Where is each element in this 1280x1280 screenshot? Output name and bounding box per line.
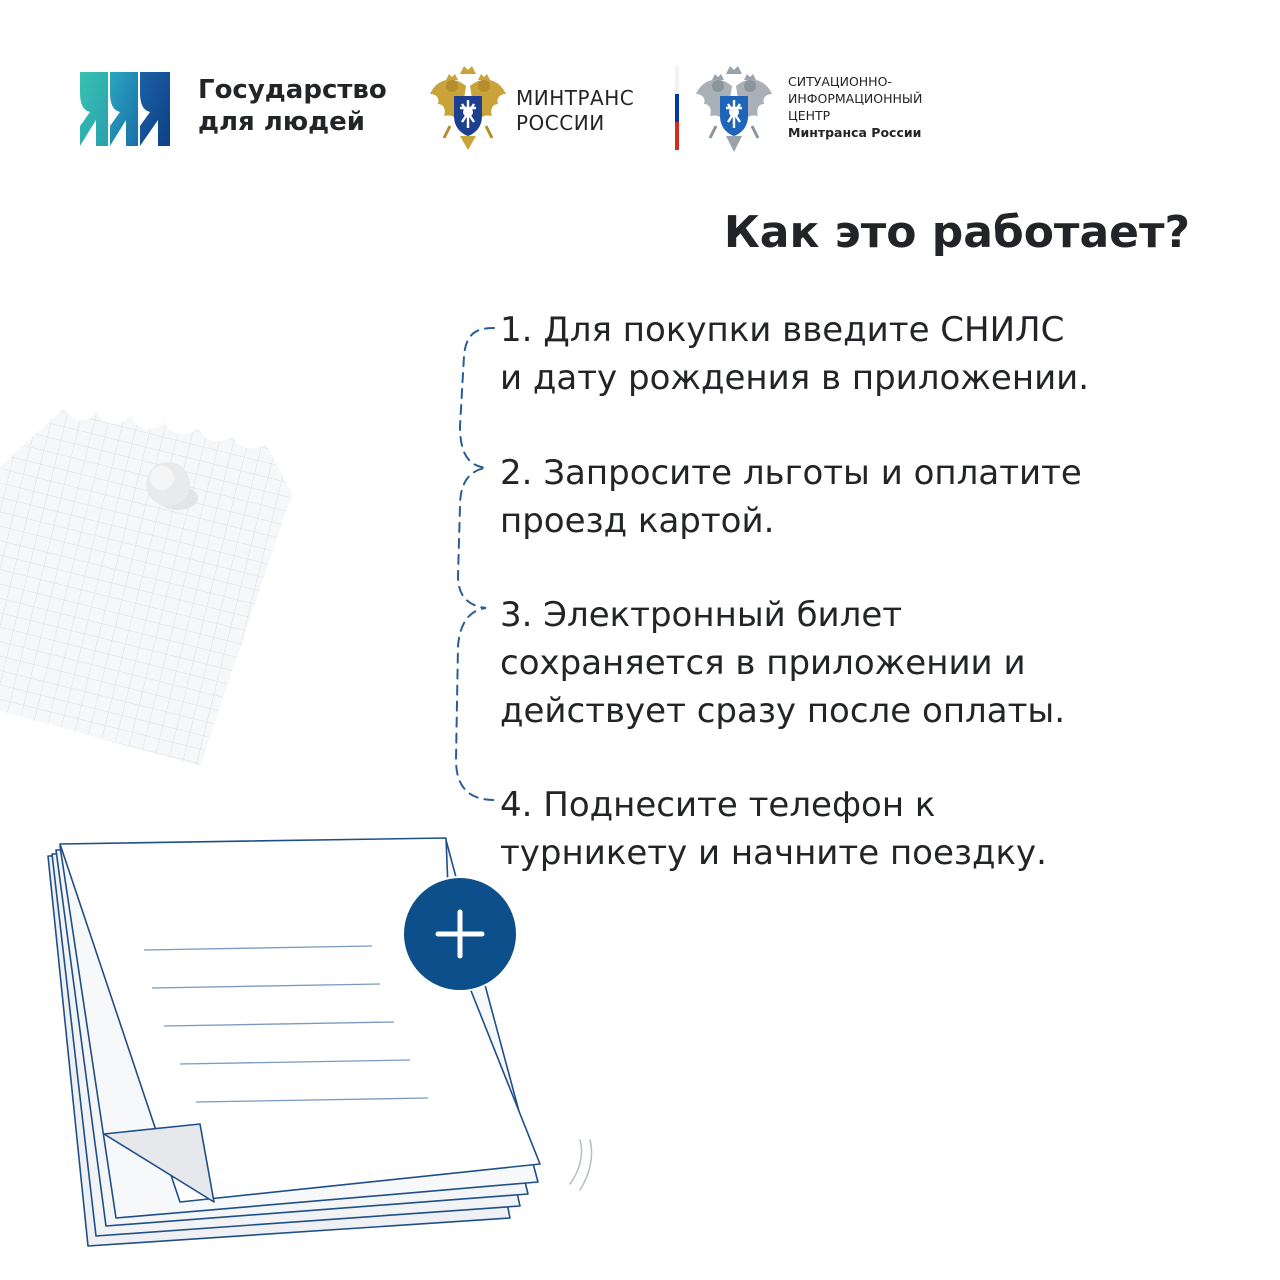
ministry-name-line2: РОССИИ: [516, 111, 605, 135]
document-stack-icon: [40, 834, 600, 1254]
step-4: [500, 781, 1200, 877]
page-title: Как это работает?: [723, 207, 1190, 258]
center-name-line2: ИНФОРМАЦИОННЫЙ: [788, 91, 923, 106]
brand-name-line1: Государство: [198, 75, 387, 105]
double-headed-eagle-emblem-grey-icon: [692, 64, 776, 154]
center-name-line1: СИТУАЦИОННО-: [788, 74, 892, 89]
center-name: [788, 73, 922, 141]
center-name-line3: ЦЕНТР: [788, 108, 831, 123]
step-4-line1: 4. Поднесите телефон к: [500, 785, 936, 825]
step-1-line2: и дату рождения в приложении.: [500, 358, 1090, 398]
ministry-name: [516, 86, 634, 136]
step-3-line3: действует сразу после оплаты.: [500, 691, 1066, 731]
step-1-line1: 1. Для покупки введите СНИЛС: [500, 310, 1065, 350]
plus-icon: [404, 878, 516, 990]
step-1: [500, 306, 1200, 402]
step-3: [500, 591, 1200, 735]
brand-name: [198, 74, 387, 138]
step-3-line1: 3. Электронный билет: [500, 595, 903, 635]
pinned-grid-note-icon: [0, 396, 300, 770]
step-2-line1: 2. Запросите льготы и оплатите: [500, 453, 1082, 493]
flag-divider: [675, 66, 679, 150]
plus-button[interactable]: [402, 876, 518, 992]
steps-connector-line: [450, 316, 500, 816]
double-headed-eagle-emblem-icon: [426, 64, 510, 152]
gosudarstvo-logo-icon: [78, 70, 172, 148]
brand-name-line2: для людей: [198, 107, 365, 137]
ministry-name-line1: МИНТРАНС: [516, 86, 635, 110]
step-3-line2: сохраняется в приложении и: [500, 643, 1026, 683]
step-2-line2: проезд картой.: [500, 501, 775, 541]
center-name-line4: Минтранса России: [788, 125, 922, 140]
step-4-line2: турникету и начните поездку.: [500, 833, 1047, 873]
step-2: [500, 449, 1200, 545]
